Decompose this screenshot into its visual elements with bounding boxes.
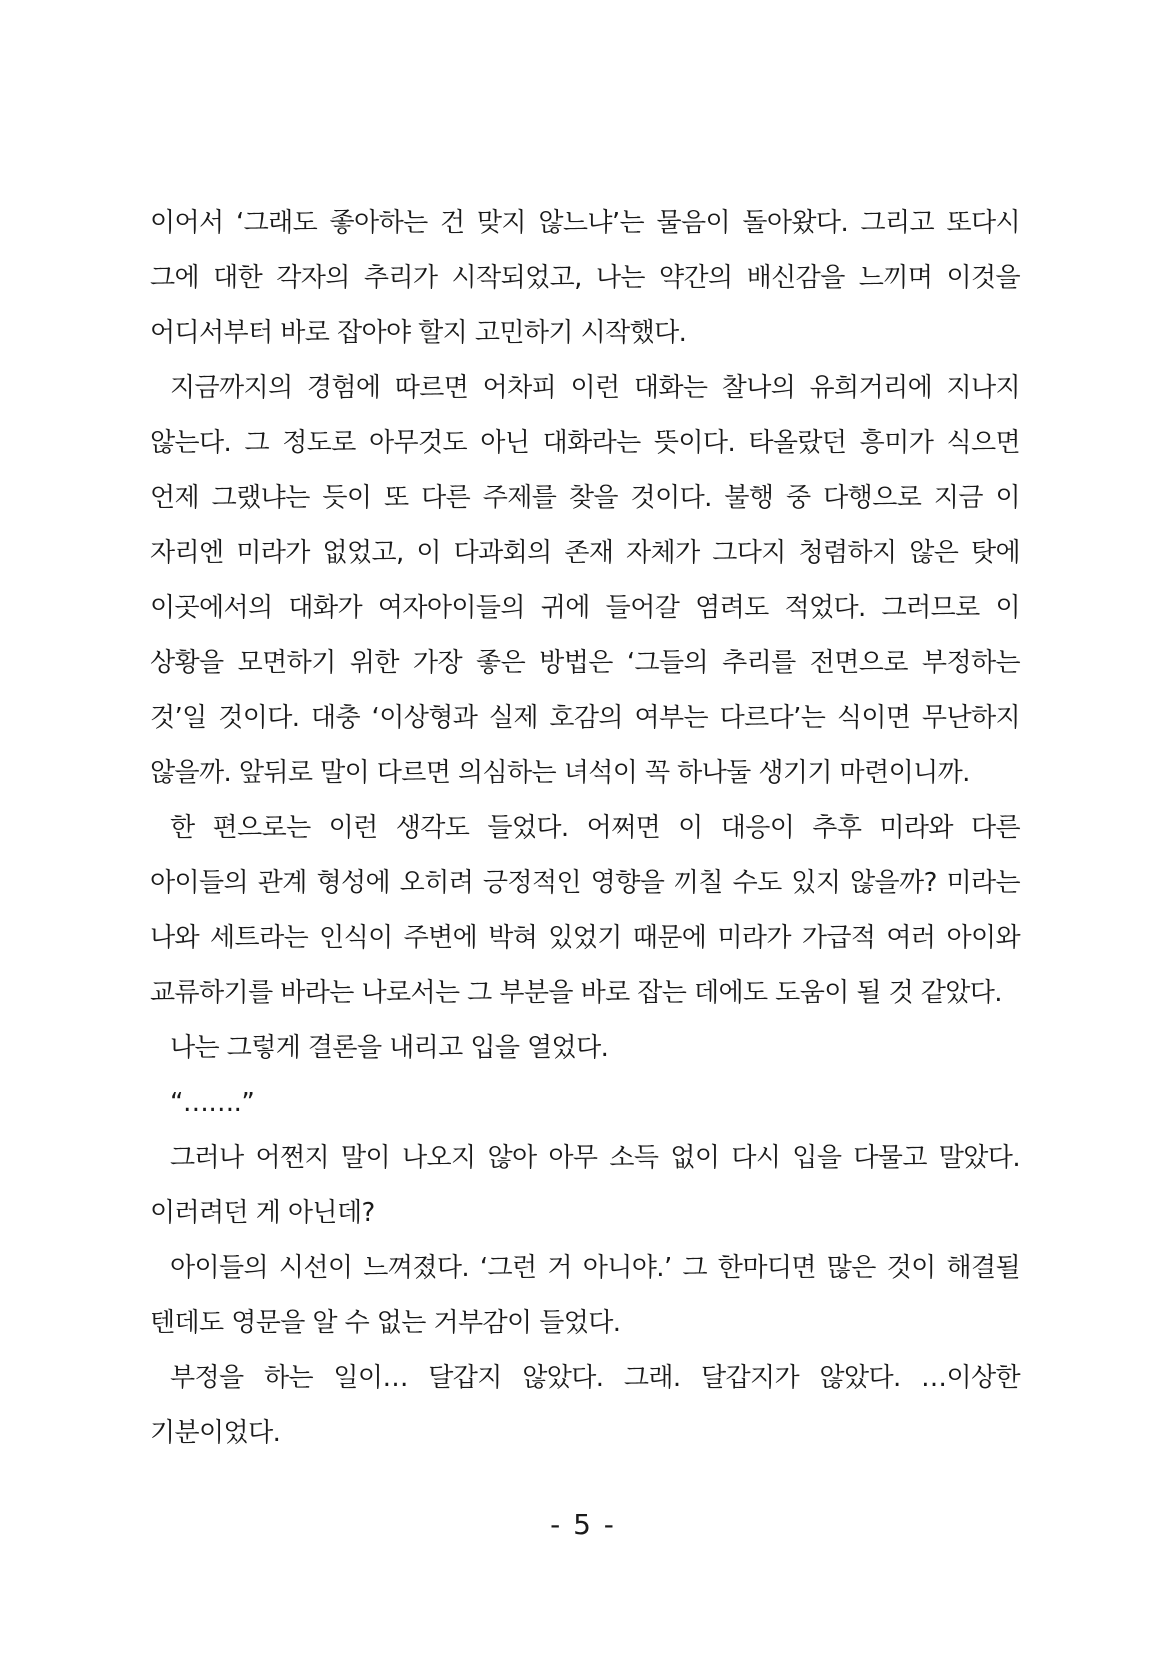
paragraph: 부정을 하는 일이… 달갑지 않았다. 그래. 달갑지가 않았다. …이상한 기분이었다.	[150, 1363, 1020, 1448]
paragraph: 지금까지의 경험에 따르면 어차피 이런 대화는 찰나의 유희거리에 지나지 않는다. 그 정도로 아무것도 아닌 대화라는 뜻이다. 타올랐던 흥미가 식으면 언제 그랬냐는 듯이 또 다른 주제를 찾을 것이다. 불행 중 다행으로 지금 이 자리엔 미라가 없었고, 이 다과회의 존재 자체가 그다지 청렴하지 않은 탓에 이곳에서의 대화가 여자아이들의 귀에 들어갈 염려도 적었다. 그러므로 이 상황을 모면하기 위한 가장 좋은 방법은 ‘그들의 추리를 전면으로 부정하는 것’일 것이다. 대충 ‘이상형과 실제 호감의 여부는 다르다’는 식이면 무난하지 않을까. 앞뒤로 말이 다르면 의심하는 녀석이 꼭 하나둘 생기기 마련이니까.	[150, 373, 1020, 788]
paragraph: 그러나 어쩐지 말이 나오지 않아 아무 소득 없이 다시 입을 다물고 말았다. 이러려던 게 아닌데?	[150, 1143, 1020, 1228]
paragraph: 이어서 ‘그래도 좋아하는 건 맞지 않느냐’는 물음이 돌아왔다. 그리고 또다시 그에 대한 각자의 추리가 시작되었고, 나는 약간의 배신감을 느끼며 이것을 어디서부터 바로 잡아야 할지 고민하기 시작했다.	[150, 208, 1020, 348]
paragraph: “…….”	[170, 1088, 255, 1118]
paragraph: 한 편으로는 이런 생각도 들었다. 어쩌면 이 대응이 추후 미라와 다른 아이들의 관계 형성에 오히려 긍정적인 영향을 끼칠 수도 있지 않을까? 미라는 나와 세트라는 인식이 주변에 박혀 있었기 때문에 미라가 가급적 여러 아이와 교류하기를 바라는 나로서는 그 부분을 바로 잡는 데에도 도움이 될 것 같았다.	[150, 813, 1020, 1008]
body-text	[150, 196, 1020, 1461]
paragraph: 나는 그렇게 결론을 내리고 입을 열었다.	[170, 1033, 609, 1063]
paragraph: 아이들의 시선이 느껴졌다. ‘그런 거 아니야.’ 그 한마디면 많은 것이 해결될 텐데도 영문을 알 수 없는 거부감이 들었다.	[150, 1253, 1020, 1338]
page-number: - 5 -	[550, 1508, 616, 1541]
